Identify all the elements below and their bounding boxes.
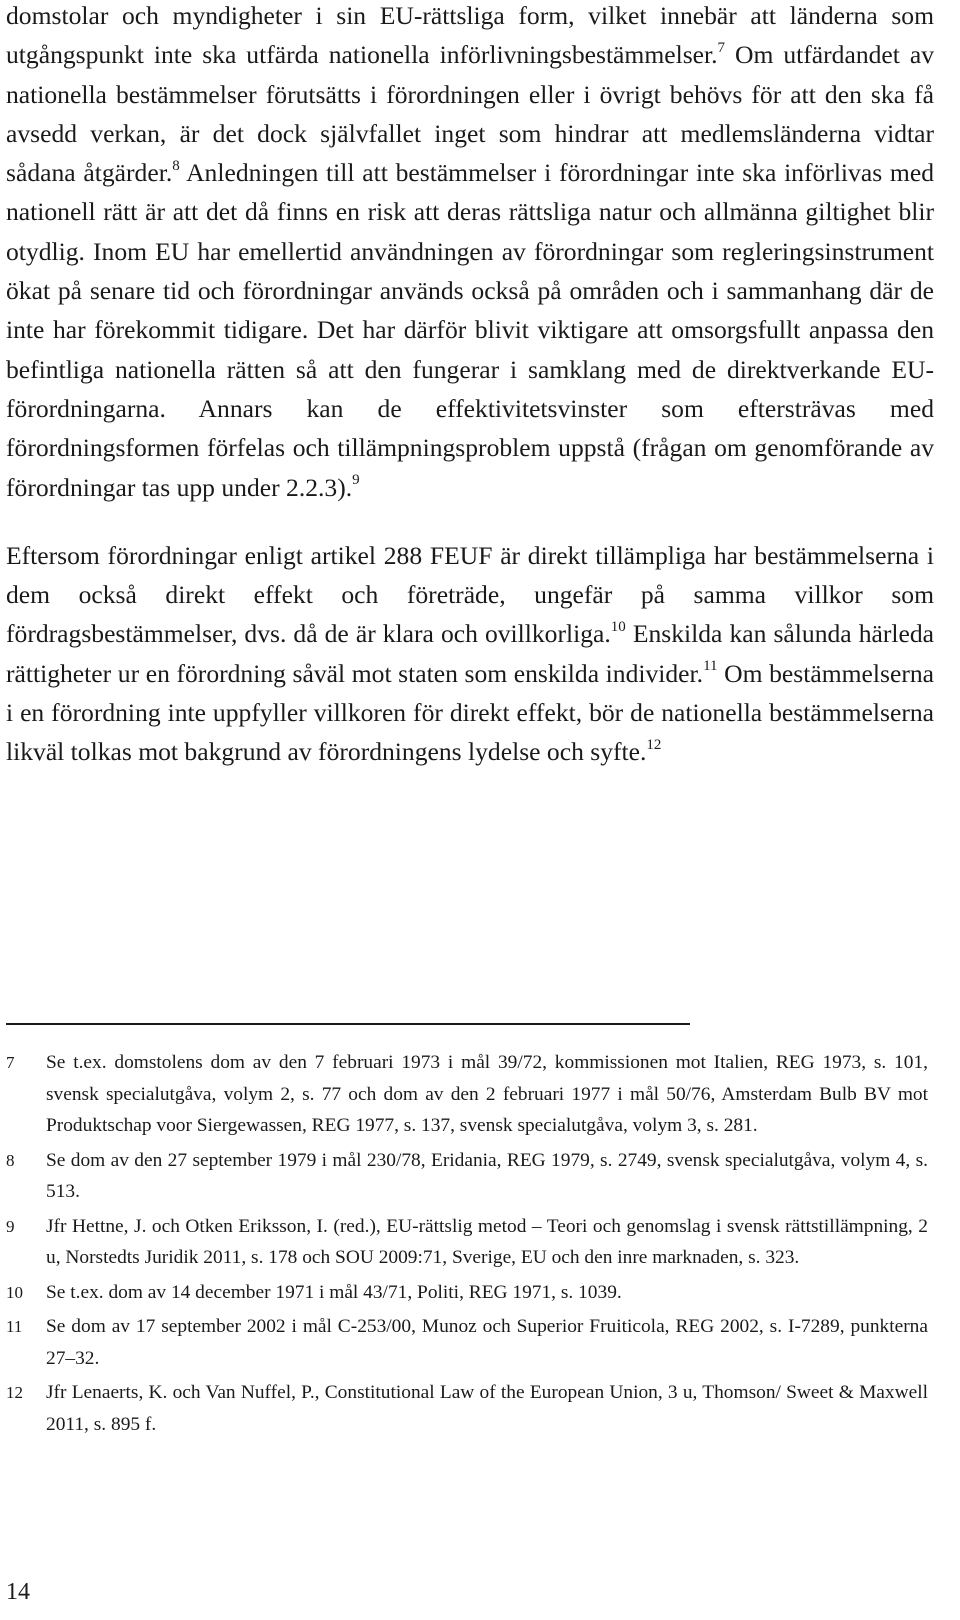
footnote-number: 11 — [6, 1317, 23, 1336]
footnote-text: Se dom av 17 september 2002 i mål C-253/00, Munoz och Superior Fruiticola, REG 2002, s. I-7289, punkterna 27–32. — [46, 1316, 928, 1369]
footnote — [6, 1145, 928, 1208]
footnote — [6, 1211, 928, 1274]
paragraph-text: domstolar och myndigheter i sin EU-rättsliga form, vilket innebär att länderna som utgångspunkt inte ska utfärda nationella införlivningsbestämmelser. — [6, 1, 934, 70]
body-paragraph — [6, 0, 934, 507]
footnote-separator — [6, 1023, 690, 1025]
footnote-number: 9 — [6, 1216, 15, 1236]
paragraph-text: Eftersom förordningar enligt artikel 288 FEUF är direkt tillämpliga har bestämmelserna i dem också direkt effekt och företräde, ungefär på samma villkor som fördragsbestämmelser, dvs. då de är klara och ovillkorliga. — [6, 540, 934, 649]
footnote-reference[interactable]: 7 — [717, 39, 726, 56]
paragraph-text: Om bestämmelserna i en förordning inte uppfyller villkoren för direkt effekt, bör de nationella bestämmelserna likväl tolkas mot bakgrund av förordningens lydelse och syfte. — [6, 658, 935, 767]
paragraph-text: Enskilda kan sålunda härleda rättigheter ur en förordning såväl mot staten som enskilda individer. — [6, 619, 934, 688]
footnote — [6, 1047, 928, 1142]
footnote-number: 10 — [6, 1282, 23, 1302]
footnote-reference[interactable]: 8 — [172, 157, 180, 174]
footnote-reference[interactable]: 10 — [610, 618, 626, 635]
footnote-text: Se t.ex. domstolens dom av den 7 februari 1973 i mål 39/72, kommissionen mot Italien, REG 1973, s. 101, svensk specialutgåva, volym 2, s. 77 och dom av den 2 februari 1977 i mål 50/76, Amsterdam Bulb BV mot Produktschap voor Siergewassen, REG 1977, s. 137, svensk specialutgåva, volym 3, s. 281. — [46, 1052, 928, 1136]
footnotes-list — [6, 1047, 928, 1443]
footnote — [6, 1311, 928, 1374]
footnote-text: Se t.ex. dom av 14 december 1971 i mål 43/71, Politi, REG 1971, s. 1039. — [46, 1281, 622, 1303]
footnote-reference[interactable]: 9 — [352, 472, 360, 489]
footnote-reference[interactable]: 12 — [646, 736, 662, 753]
page-number: 14 — [6, 1579, 30, 1605]
footnote-reference[interactable]: 11 — [703, 658, 718, 675]
footnote-text: Jfr Hettne, J. och Otken Eriksson, I. (red.), EU-rättslig metod – Teori och genomslag i svensk rättstillämpning, 2 u, Norstedts Juridik 2011, s. 178 och SOU 2009:71, Sverige, EU och den inre marknaden, s. 323. — [46, 1215, 928, 1268]
footnote-number: 7 — [6, 1053, 15, 1072]
footnote-number: 12 — [6, 1383, 23, 1402]
footnote — [6, 1277, 928, 1309]
footnote-number: 8 — [6, 1150, 15, 1170]
footnote-text: Se dom av den 27 september 1979 i mål 230/78, Eridania, REG 1979, s. 2749, svensk specialutgåva, volym 4, s. 513. — [46, 1149, 928, 1202]
footnote — [6, 1377, 928, 1440]
page-body — [6, 0, 934, 772]
paragraph-text: Anledningen till att bestämmelser i förordningar inte ska införlivas med nationell rätt är att det då finns en risk att deras rättsliga natur och allmänna giltighet blir otydlig. Inom EU har emellertid användningen av förordningar som regleringsinstrument ökat på senare tid och förordningar används också på områden och i sammanhang där de inte har förekommit tidigare. Det har därför blivit viktigare att omsorgsfullt anpassa den befintliga nationella rätten så att den fungerar i samklang med de direktverkande EU-förordningarna. Annars kan de effektivitetsvinster som eftersträvas med förordningsformen förfelas och tillämpningsproblem uppstå (frågan om genomförande av förordningar tas upp under 2.2.3). — [6, 158, 934, 502]
paragraph-text: Om utfärdandet av nationella bestämmelser förutsätts i förordningen eller i övrigt behövs för att den ska få avsedd verkan, är det dock självfallet inget som hindrar att medlemsländerna vidtar sådana åtgärder. — [6, 40, 934, 188]
body-paragraph — [6, 536, 934, 772]
footnote-text: Jfr Lenaerts, K. och Van Nuffel, P., Constitutional Law of the European Union, 3 u, Thomson/ Sweet & Maxwell 2011, s. 895 f. — [46, 1382, 928, 1435]
